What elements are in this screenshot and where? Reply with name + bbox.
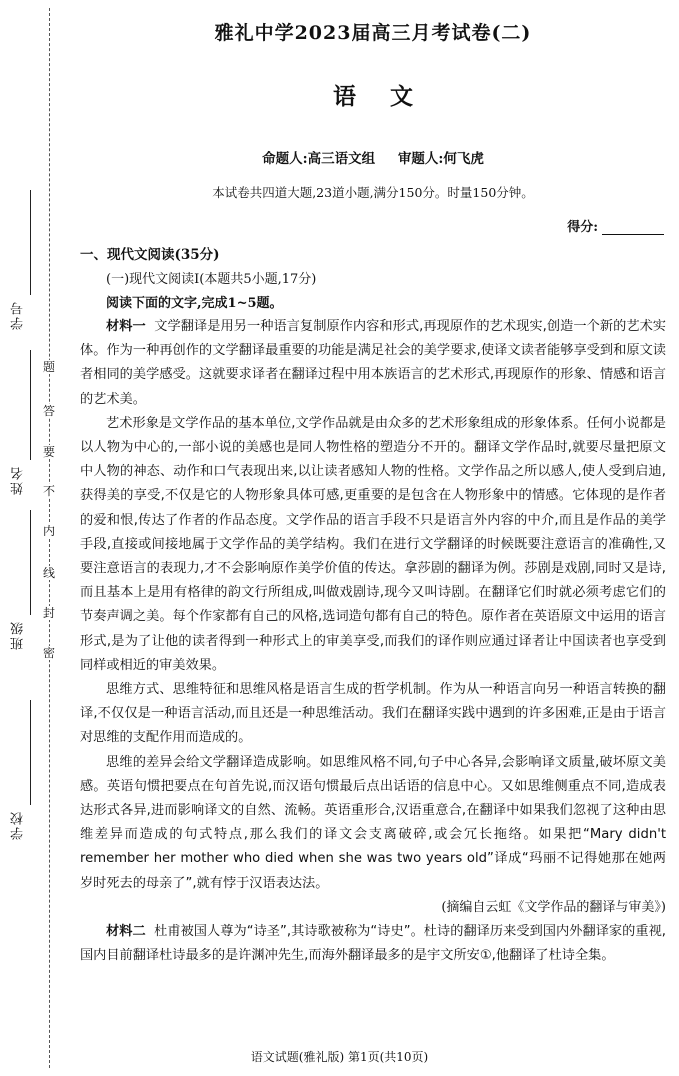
- subsection-heading: (一)现代文阅读Ⅰ(本题共5小题,17分): [106, 272, 317, 287]
- exam-title: 雅礼中学2023届高三月考试卷(二): [214, 22, 532, 44]
- authors-line: [80, 147, 666, 167]
- material1-paragraph-4: 思维的差异会给文学翻译造成影响。如思维风格不同,句子中心各异,会影响译文质量,破坏原文美感。英语句惯把要点在句首先说,而汉语句惯最后点出话语的信息中心。又如思维侧重点不同,造成表达形式各异,进而影响译文的自然、流畅。英语重形合,汉语重意合,在翻译中如果我们忽视了这种由思维差异而造成的句式特点,那么我们的译文会支离破碎,或会冗长拖络。如果把“Mary didn't remember her mother who died when she was two years old”译成“玛丽不记得她那在她两岁时死去的母亲了”,就有悖于汉语表达法。: [80, 754, 666, 891]
- seal-char: 答: [42, 404, 55, 418]
- material1-text-1: 文学翻译是用另一种语言复制原作内容和形式,再现原作的艺术现实,创造一个新的艺术实体。作为一种再创作的文学翻译最重要的功能是满足社会的美学要求,使译文读者能够享受到和原文读者相同的美学感受。这就要求译者在翻译过程中用本族语言的艺术形式,再现原作的形象、情感和语言的艺术美。: [80, 319, 666, 407]
- seal-char: 题: [42, 360, 55, 374]
- name-blank[interactable]: [30, 350, 31, 460]
- exam-page: [80, 16, 666, 968]
- material1-source: (摘编自云虹《文学作品的翻译与审美》): [441, 899, 666, 915]
- instruction: 阅读下面的文字,完成1~5题。: [106, 296, 283, 311]
- score-label: 得分:: [567, 220, 598, 235]
- subject-title: 语文: [333, 83, 447, 110]
- material2-text-1: 杜甫被国人尊为“诗圣”,其诗歌被称为“诗史”。杜诗的翻译历来受到国内外翻译家的重视,国内目前翻译杜诗最多的是许渊冲先生,而海外翻译最多的是宇文所安①,他翻译了杜诗全集。: [80, 923, 667, 964]
- material2-tag: 材料二: [106, 923, 146, 939]
- school-label: 学校: [11, 810, 26, 840]
- seal-char: 密: [42, 646, 55, 660]
- setter: 命题人:高三语文组: [262, 151, 376, 167]
- seal-char: 不: [42, 484, 55, 498]
- material1-paragraph-2: 艺术形象是文学作品的基本单位,文学作品就是由众多的艺术形象组成的形象体系。任何小说都是以人物为中心的,一部小说的美感也是同人物性格的塑造分不开的。翻译文学作品时,就要尽量把原文中人物的神态、动作和口气表现出来,以让读者感知人物的性格。文学作品之所以感人,使人受到启迪,获得美的享受,不仅是它的人物形象具体可感,更重要的是包含在人物形象中的情感。它体现的是作者的爱和恨,传达了作者的作品态度。文学作品的语言手段不只是语言外内容的中介,而且是作品的美学手段,直接或间接地属于文学作品的美学结构。我们在进行文学翻译的时候既要注意语言的准确性,又要注意语言的表现力,才不会影响原作美学价值的传达。拿莎剧的翻译为例。莎剧是戏剧,同时又是诗,而且基本上是用有格律的韵文行所组成,叫做戏剧诗,现今又叫诗剧。在翻译它们时就必须考虑它们的节奏声调之美。每个作家都有自己的风格,选词造句都有自己的特色。原作者在英语原文中运用的语言形式,是为了让他的读者得到一种形式上的审美享受,而我们的译作则应通过译者让中国读者也享受到同样或相近的审美效果。: [80, 415, 666, 673]
- seal-char: 封: [42, 606, 55, 620]
- material1-paragraph-1: [80, 315, 666, 412]
- seal-char: 线: [42, 566, 55, 580]
- class-blank[interactable]: [30, 510, 31, 615]
- student-id-blank[interactable]: [30, 190, 31, 295]
- seal-char: 内: [42, 524, 55, 538]
- material1-tag: 材料一: [106, 319, 146, 334]
- material2-paragraph-1: [80, 920, 666, 968]
- name-label: 姓名: [11, 465, 26, 495]
- class-label: 班级: [11, 620, 26, 650]
- section-heading: 一、现代文阅读(35分): [80, 247, 220, 263]
- reading-passage: [80, 315, 666, 968]
- score-blank[interactable]: [602, 234, 664, 235]
- exam-info: 本试卷共四道大题,23道小题,满分150分。时量150分钟。: [212, 185, 534, 200]
- page-footer: 语文试题(雅礼版) 第1页(共10页): [250, 1050, 429, 1064]
- seal-line: [49, 8, 50, 1068]
- school-blank[interactable]: [30, 700, 31, 805]
- seal-char: 要: [42, 445, 55, 459]
- student-id-label: 学号: [11, 300, 26, 330]
- binding-margin: [0, 0, 66, 1076]
- score-field: [80, 216, 666, 235]
- material1-paragraph-3: 思维方式、思维特征和思维风格是语言生成的哲学机制。作为从一种语言向另一种语言转换的翻译,不仅仅是一种语言活动,而且还是一种思维活动。我们在翻译实践中遇到的许多困难,正是由于语言对思维的支配作用而造成的。: [80, 682, 666, 746]
- reviewer: 审题人:何飞虎: [397, 151, 484, 167]
